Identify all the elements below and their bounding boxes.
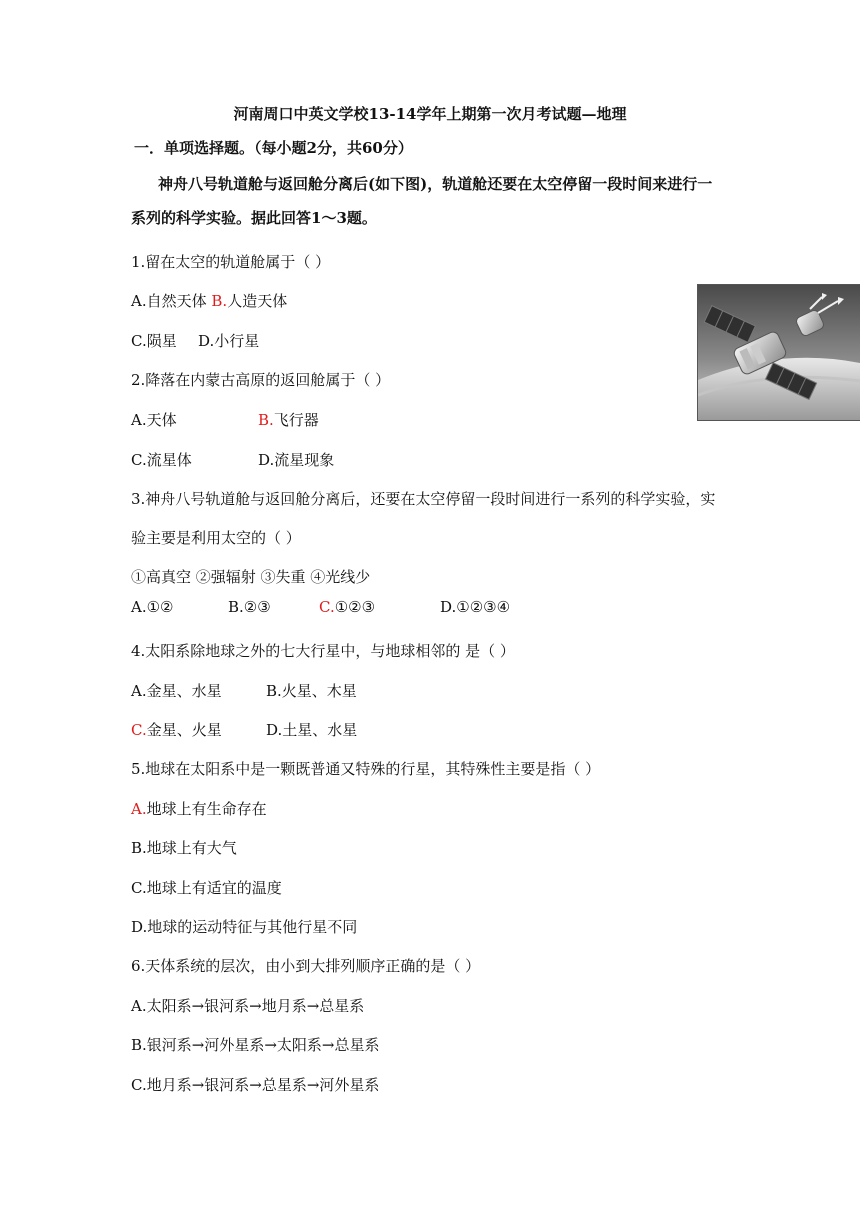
spacecraft-illustration (698, 285, 860, 420)
q5-option-b: B.地球上有大气 (131, 839, 237, 857)
q2-option-a: A.天体 (131, 411, 177, 429)
q1-option-c: C.陨星 (131, 332, 177, 350)
q6-stem: 6.天体系统的层次，由小到大排列顺序正确的是（ ） (131, 957, 481, 975)
q3-option-a: A.①② (131, 598, 174, 616)
q1-option-d: D.小行星 (198, 332, 260, 350)
intro-line-2: 系列的科学实验。据此回答1～3题。 (131, 209, 377, 227)
q4-option-d: D.土星、水星 (266, 721, 358, 739)
q6-option-a: A.太阳系→银河系→地月系→总星系 (131, 997, 365, 1015)
q3-option-c-wrap (319, 597, 375, 617)
q1-stem: 1.留在太空的轨道舱属于（ ） (131, 253, 331, 271)
q2-stem: 2.降落在内蒙古高原的返回舱属于（ ） (131, 371, 391, 389)
q5-stem: 5.地球在太阳系中是一颗既普通又特殊的行星，其特殊性主要是指（ ） (131, 760, 601, 778)
q2-option-c: C.流星体 (131, 451, 192, 469)
q3-option-b: B.②③ (228, 598, 271, 616)
q4-option-c-wrap (131, 720, 222, 740)
q1-option-b: 人造天体 (227, 292, 288, 310)
q2-option-d: D.流星现象 (258, 451, 335, 469)
q2-answer-letter: B. (258, 411, 274, 429)
q3-answer-letter: C. (319, 598, 335, 616)
q4-answer-letter: C. (131, 721, 147, 739)
q2-option-b-wrap (258, 410, 319, 430)
q6-option-b: B.银河系→河外星系→太阳系→总星系 (131, 1036, 380, 1054)
q3-option-c: ①②③ (334, 598, 376, 616)
q6-option-c: C.地月系→银河系→总星系→河外星系 (131, 1076, 380, 1094)
spacecraft-photo (697, 284, 860, 421)
section-heading: 一．单项选择题。（每小题2分，共60分） (134, 139, 413, 157)
q2-option-b: 飞行器 (273, 411, 319, 429)
intro-line-1: 神舟八号轨道舱与返回舱分离后(如下图)，轨道舱还要在太空停留一段时间来进行一 (158, 175, 713, 193)
q4-stem: 4.太阳系除地球之外的七大行星中，与地球相邻的 是（ ） (131, 642, 515, 660)
q5-option-a: 地球上有生命存在 (146, 800, 267, 818)
q5-option-a-wrap (131, 799, 267, 819)
q4-option-a: A.金星、水星 (131, 682, 222, 700)
q5-answer-letter: A. (131, 800, 147, 818)
q5-option-c: C.地球上有适宜的温度 (131, 879, 282, 897)
q3-option-d: D.①②③④ (440, 598, 511, 616)
q3-stem-line-1: 3.神舟八号轨道舱与返回舱分离后，还要在太空停留一段时间进行一系列的科学实验，实 (131, 490, 716, 508)
q1-options-ab (131, 291, 287, 311)
q5-option-d: D.地球的运动特征与其他行星不同 (131, 918, 358, 936)
exam-title: 河南周口中英文学校13-14学年上期第一次月考试题—地理 (233, 105, 627, 123)
q1-answer-letter: B. (211, 292, 228, 310)
q3-stem-line-2: 验主要是利用太空的（ ） (131, 529, 301, 547)
q1-option-a: A.自然天体 (131, 292, 207, 310)
q4-option-b: B.火星、木星 (266, 682, 357, 700)
q3-conditions: ①高真空 ②强辐射 ③失重 ④光线少 (131, 568, 371, 586)
q4-option-c: 金星、火星 (146, 721, 222, 739)
